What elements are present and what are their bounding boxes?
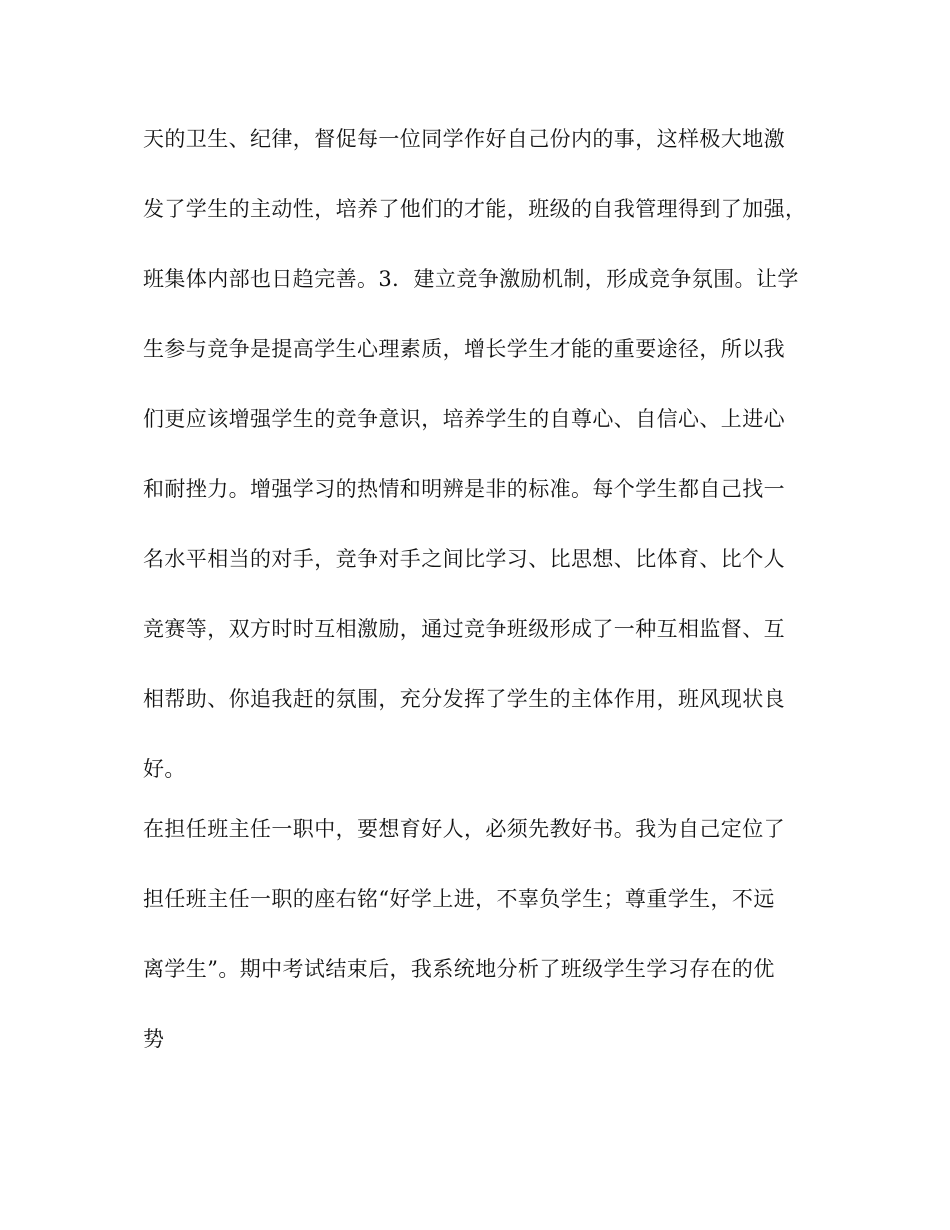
text-line-12: 担任班主任一职的座右铭“好学上进，不辜负学生；尊重学生，不远 (143, 887, 775, 911)
text-line-1: 天的卫生、纪律，督促每一位同学作好自己份内的事，这样极大地激 (143, 127, 785, 151)
text-line-6: 和耐挫力。增强学习的热情和明辨是非的标准。每个学生都自己找一 (143, 477, 785, 501)
text-line-7: 名水平相当的对手，竞争对手之间比学习、比思想、比体育、比个人 (143, 547, 785, 571)
text-line-2: 发了学生的主动性，培养了他们的才能，班级的自我管理得到了加强， (143, 197, 807, 221)
text-line-9: 相帮助、你追我赶的氛围，充分发挥了学生的主体作用，班风现状良 (143, 687, 785, 711)
text-line-14: 势 (143, 1027, 165, 1051)
text-line-11: 在担任班主任一职中，要想育好人，必须先教好书。我为自己定位了 (143, 817, 785, 841)
text-line-10: 好。 (143, 757, 186, 781)
text-line-5: 们更应该增强学生的竞争意识，培养学生的自尊心、自信心、上进心 (143, 407, 785, 431)
text-line-4: 生参与竞争是提高学生心理素质，增长学生才能的重要途径，所以我 (143, 337, 785, 361)
text-line-3: 班集体内部也日趋完善。3．建立竞争激励机制，形成竞争氛围。让学 (143, 267, 799, 291)
text-line-8: 竞赛等，双方时时互相激励，通过竞争班级形成了一种互相监督、互 (143, 617, 785, 641)
text-line-13: 离学生”。期中考试结束后，我系统地分析了班级学生学习存在的优 (143, 957, 775, 981)
